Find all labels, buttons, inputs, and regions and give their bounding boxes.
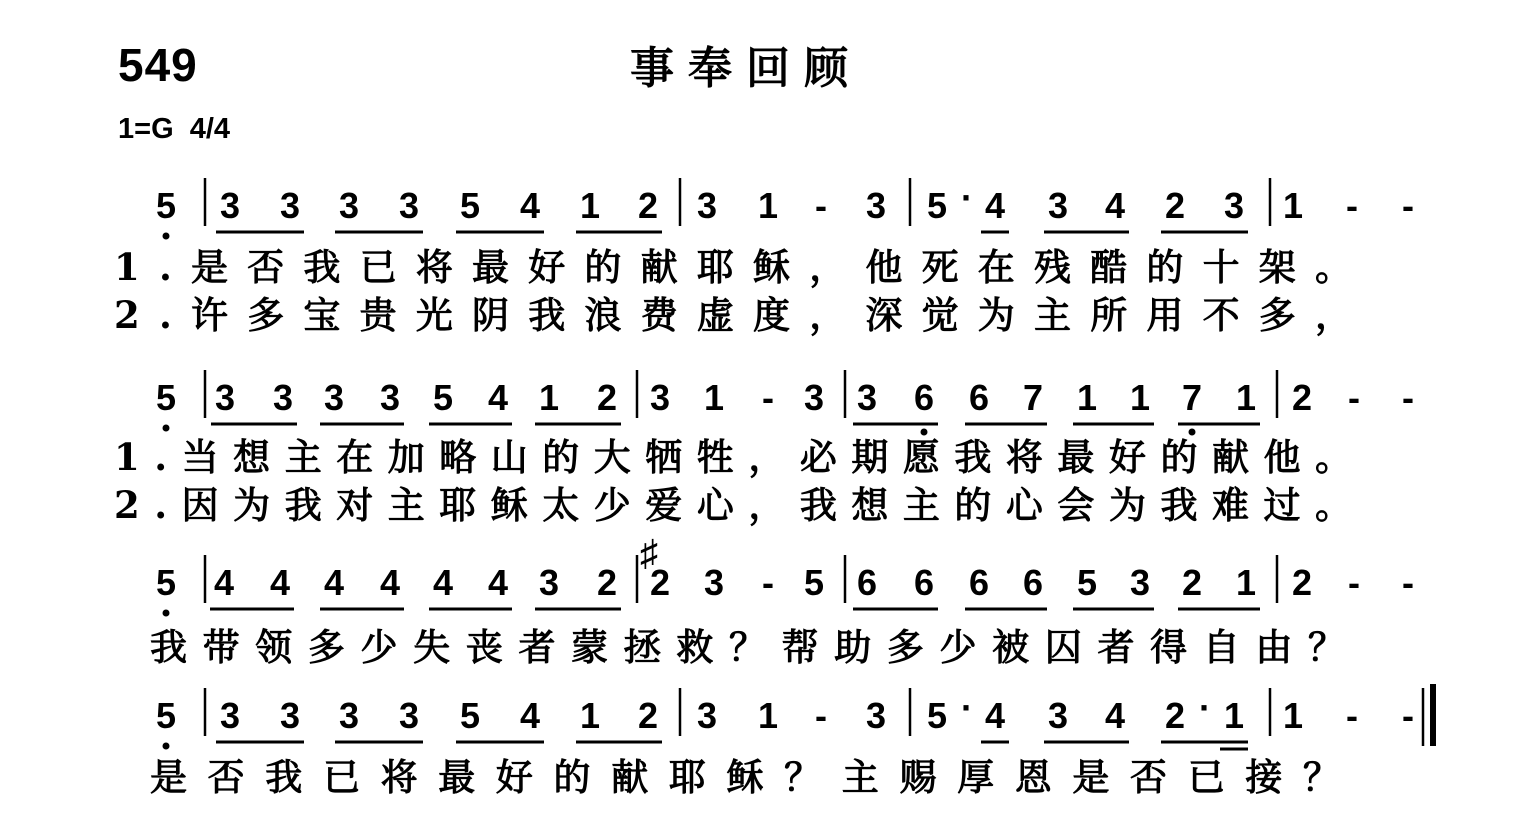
note: 1 <box>1076 377 1098 418</box>
note: 1 <box>1223 695 1245 736</box>
note: 2 <box>649 562 671 603</box>
note: 3 <box>1047 185 1069 226</box>
note: 5 <box>432 377 454 418</box>
note: 2 <box>1291 562 1313 603</box>
dash-note: - <box>762 377 774 418</box>
note: 5 <box>926 185 948 226</box>
note: 2 <box>1164 695 1186 736</box>
note: 3 <box>865 695 887 736</box>
lower-octave-dot <box>163 233 170 240</box>
lyric-line: 1.当想主在加略山的大牺牲，必期愿我将最好的献他。 <box>114 435 1352 479</box>
note: 5 <box>803 562 825 603</box>
dash-note: - <box>1348 377 1360 418</box>
note: 6 <box>913 562 935 603</box>
note: 5 <box>926 695 948 736</box>
note: 7 <box>1022 377 1044 418</box>
note: 3 <box>865 185 887 226</box>
note: 2 <box>637 185 659 226</box>
note: 6 <box>968 562 990 603</box>
note: 1 <box>1282 695 1304 736</box>
lower-octave-dot <box>163 610 170 617</box>
note: 5 <box>155 695 177 736</box>
note: 2 <box>1164 185 1186 226</box>
note: 3 <box>803 377 825 418</box>
note: 5 <box>155 185 177 226</box>
note: 4 <box>487 562 509 603</box>
note: 1 <box>703 377 725 418</box>
lyric-line: 我带领多少失丧者蒙拯救？帮助多少被囚者得自由？ <box>150 625 1345 669</box>
note: 1 <box>757 185 779 226</box>
lyric-line: 1.是否我已将最好的献耶稣，他死在残酷的十架。 <box>114 245 1352 289</box>
note: 6 <box>856 562 878 603</box>
note: 3 <box>538 562 560 603</box>
note: 3 <box>214 377 236 418</box>
note: 3 <box>323 377 345 418</box>
augmentation-dot: · <box>1199 687 1211 728</box>
note: 3 <box>856 377 878 418</box>
note: 4 <box>323 562 345 603</box>
note: 1 <box>1129 377 1151 418</box>
note: 3 <box>219 185 241 226</box>
augmentation-dot: · <box>961 177 973 218</box>
note: 5 <box>459 695 481 736</box>
note: 1 <box>1235 377 1257 418</box>
note: 4 <box>984 185 1006 226</box>
note: 6 <box>1022 562 1044 603</box>
dash-note: - <box>762 562 774 603</box>
note: 3 <box>338 185 360 226</box>
note: 2 <box>1181 562 1203 603</box>
note: 3 <box>649 377 671 418</box>
note: 1 <box>1235 562 1257 603</box>
note: 6 <box>968 377 990 418</box>
lyric-line: 2.许多宝贵光阴我浪费虚度，深觉为主所用不多， <box>114 293 1352 337</box>
note: 7 <box>1181 377 1203 418</box>
note: 3 <box>696 695 718 736</box>
note: 3 <box>398 185 420 226</box>
note: 2 <box>1291 377 1313 418</box>
note: 3 <box>1047 695 1069 736</box>
note: 4 <box>519 695 541 736</box>
dash-note: - <box>1402 695 1414 736</box>
note: 2 <box>596 377 618 418</box>
hymn-number: 549 <box>118 39 198 91</box>
note: 5 <box>155 377 177 418</box>
note: 3 <box>379 377 401 418</box>
dash-note: - <box>815 695 827 736</box>
lyric-line: 2.因为我对主耶稣太少爱心，我想主的心会为我难过。 <box>114 483 1352 527</box>
augmentation-dot: · <box>961 687 973 728</box>
note: 3 <box>1223 185 1245 226</box>
note: 3 <box>279 185 301 226</box>
note: 4 <box>1104 185 1126 226</box>
dash-note: - <box>1346 185 1358 226</box>
note: 1 <box>579 185 601 226</box>
note: 4 <box>269 562 291 603</box>
note: 1 <box>757 695 779 736</box>
note: 3 <box>272 377 294 418</box>
dash-note: - <box>1402 562 1414 603</box>
note: 5 <box>155 562 177 603</box>
note: 4 <box>984 695 1006 736</box>
lyric-line: 是否我已将最好的献耶稣？主赐厚恩是否已接？ <box>150 755 1340 799</box>
note: 4 <box>519 185 541 226</box>
note: 4 <box>432 562 454 603</box>
note: 3 <box>696 185 718 226</box>
note: 3 <box>398 695 420 736</box>
lower-octave-dot <box>163 743 170 750</box>
note: 1 <box>1282 185 1304 226</box>
note: 3 <box>1129 562 1151 603</box>
note: 3 <box>279 695 301 736</box>
key-signature: 1=G 4/4 <box>118 113 231 145</box>
note: 4 <box>1104 695 1126 736</box>
note: 3 <box>338 695 360 736</box>
note: 6 <box>913 377 935 418</box>
dash-note: - <box>1402 185 1414 226</box>
note: 3 <box>219 695 241 736</box>
dash-note: - <box>815 185 827 226</box>
note: 3 <box>703 562 725 603</box>
dash-note: - <box>1346 695 1358 736</box>
dash-note: - <box>1402 377 1414 418</box>
hymn-title: 事奉回顾 <box>630 43 862 94</box>
note: 1 <box>538 377 560 418</box>
note: 2 <box>596 562 618 603</box>
note: 5 <box>459 185 481 226</box>
note: 4 <box>213 562 235 603</box>
sharp-accidental: ♯ <box>640 532 658 573</box>
note: 5 <box>1076 562 1098 603</box>
note: 1 <box>579 695 601 736</box>
lower-octave-dot <box>163 425 170 432</box>
note: 2 <box>637 695 659 736</box>
note: 4 <box>487 377 509 418</box>
note: 4 <box>379 562 401 603</box>
dash-note: - <box>1348 562 1360 603</box>
